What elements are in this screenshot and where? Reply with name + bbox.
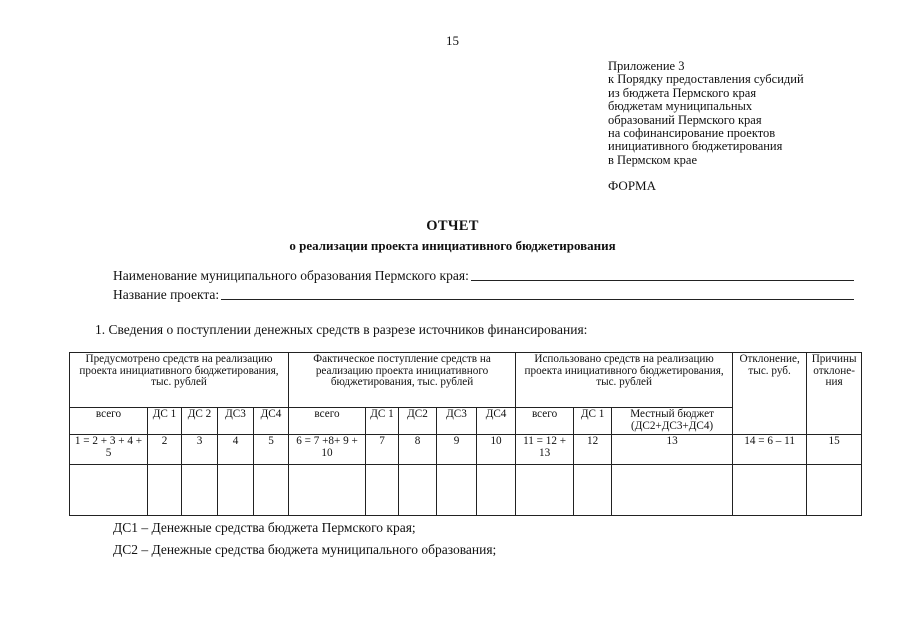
numbering-cell: 4	[218, 435, 254, 465]
subheader-cell: всего	[516, 408, 574, 435]
page-number: 15	[446, 33, 459, 48]
header-reasons: Причины отклонения	[807, 353, 862, 435]
subheader-cell: ДС 1	[574, 408, 612, 435]
appendix-line: бюджетам муниципальных	[608, 99, 753, 114]
appendix-line: в Пермском крае	[608, 152, 698, 167]
empty-cell[interactable]	[148, 465, 182, 516]
project-name-field	[113, 287, 854, 303]
empty-cell[interactable]	[289, 465, 366, 516]
subheader-cell: ДС 2	[182, 408, 218, 435]
appendix-line: к Порядку предоставления субсидий	[608, 72, 804, 87]
appendix-line: инициативного бюджетирования	[608, 139, 783, 154]
numbering-cell: 5	[254, 435, 289, 465]
numbering-cell: 11 = 12 + 13	[516, 435, 574, 465]
section-heading: 1. Сведения о поступлении денежных средств в разрезе источников финансирования:	[95, 322, 588, 337]
municipality-field	[113, 268, 854, 284]
appendix-line: на софинансирование проектов	[608, 126, 776, 141]
empty-cell[interactable]	[182, 465, 218, 516]
numbering-cell: 8	[399, 435, 437, 465]
municipality-blank-line[interactable]	[471, 280, 854, 281]
appendix-line: образований Пермского края	[608, 112, 762, 127]
subheader-cell: ДС3	[218, 408, 254, 435]
numbering-cell: 14 = 6 – 11	[733, 435, 807, 465]
empty-cell[interactable]	[254, 465, 289, 516]
subheader-cell: всего	[289, 408, 366, 435]
table-header-row	[70, 353, 862, 408]
numbering-cell: 13	[612, 435, 733, 465]
empty-cell[interactable]	[218, 465, 254, 516]
municipality-label: Наименование муниципального образования Пермского края:	[113, 268, 469, 283]
empty-cell[interactable]	[399, 465, 437, 516]
header-planned: Предусмотрено средств на реализацию проекта инициативного бюджетирования, тыс. рублей	[70, 353, 289, 408]
empty-cell[interactable]	[70, 465, 148, 516]
numbering-cell: 2	[148, 435, 182, 465]
form-label: ФОРМА	[608, 178, 656, 193]
empty-cell[interactable]	[366, 465, 399, 516]
financing-table	[69, 352, 862, 516]
numbering-cell: 6 = 7 +8+ 9 + 10	[289, 435, 366, 465]
header-deviation: Отклонение, тыс. руб.	[733, 353, 807, 435]
subheader-cell: ДС4	[477, 408, 516, 435]
table-empty-data-row	[70, 465, 862, 516]
numbering-cell: 1 = 2 + 3 + 4 + 5	[70, 435, 148, 465]
appendix-line: из бюджета Пермского края	[608, 85, 757, 100]
subheader-cell: ДС3	[437, 408, 477, 435]
project-name-blank-line[interactable]	[221, 299, 854, 300]
document-subtitle: о реализации проекта инициативного бюджетирования	[289, 238, 616, 253]
empty-cell[interactable]	[574, 465, 612, 516]
subheader-cell: ДС4	[254, 408, 289, 435]
empty-cell[interactable]	[516, 465, 574, 516]
header-actual: Фактическое поступление средств на реализацию проекта инициативного бюджетирования, тыс. рублей	[289, 353, 516, 408]
numbering-cell: 10	[477, 435, 516, 465]
document-title: ОТЧЕТ	[426, 218, 479, 234]
footnote-ds2: ДС2 – Денежные средства бюджета муниципального образования;	[113, 542, 497, 557]
numbering-cell: 15	[807, 435, 862, 465]
numbering-cell: 9	[437, 435, 477, 465]
header-used: Использовано средств на реализацию проекта инициативного бюджетирования, тыс. рублей	[516, 353, 733, 408]
empty-cell[interactable]	[477, 465, 516, 516]
subheader-cell: ДС2	[399, 408, 437, 435]
subheader-cell: ДС 1	[366, 408, 399, 435]
appendix-line: Приложение 3	[608, 59, 685, 73]
table-numbering-row	[70, 435, 862, 465]
appendix-block	[608, 60, 858, 167]
empty-cell[interactable]	[733, 465, 807, 516]
empty-cell[interactable]	[612, 465, 733, 516]
empty-cell[interactable]	[437, 465, 477, 516]
project-name-label: Название проекта:	[113, 287, 220, 302]
empty-cell[interactable]	[807, 465, 862, 516]
numbering-cell: 7	[366, 435, 399, 465]
numbering-cell: 3	[182, 435, 218, 465]
footnote-ds1: ДС1 – Денежные средства бюджета Пермского края;	[113, 520, 416, 535]
subheader-cell: ДС 1	[148, 408, 182, 435]
numbering-cell: 12	[574, 435, 612, 465]
subheader-cell: Местный бюджет (ДС2+ДС3+ДС4)	[612, 408, 733, 435]
subheader-cell: всего	[70, 408, 148, 435]
